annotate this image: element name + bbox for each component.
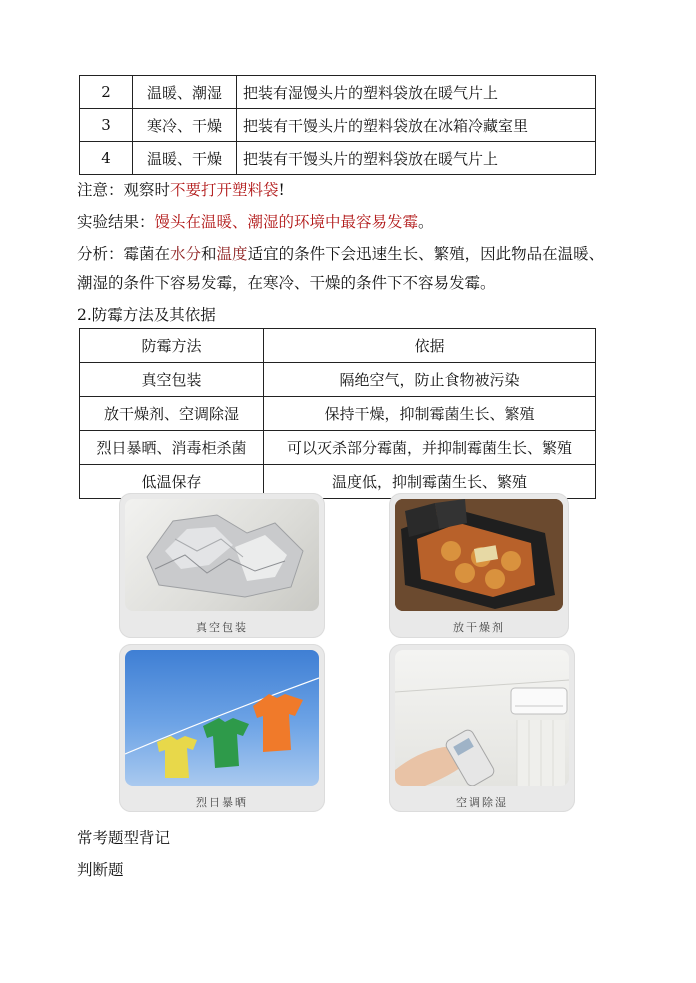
method-cell: 低温保存	[80, 465, 264, 499]
photo-caption: 烈日暴晒	[196, 796, 248, 809]
section-title: 2.防霉方法及其依据	[77, 306, 216, 324]
basis-cell: 隔绝空气，防止食物被污染	[264, 363, 596, 397]
mold-prevention-table	[79, 328, 596, 499]
table-row	[80, 76, 596, 109]
air-conditioner-icon	[395, 650, 569, 786]
mooncake-box-icon	[395, 499, 563, 611]
result-highlight: 馒头在温暖、潮湿的环境中最容易发霉	[154, 213, 419, 231]
header-method: 防霉方法	[80, 329, 264, 363]
basis-cell: 温度低，抑制霉菌生长、繁殖	[264, 465, 596, 499]
analysis-text: 和	[201, 245, 217, 263]
photo-caption: 真空包装	[196, 621, 248, 634]
method-cell: 烈日暴晒、消毒柜杀菌	[80, 431, 264, 465]
vacuum-packaging-photo-card	[119, 493, 325, 638]
table-row	[80, 142, 596, 175]
basis-cell: 可以灭杀部分霉菌，并抑制霉菌生长、繁殖	[264, 431, 596, 465]
row-condition: 温暖、潮湿	[133, 76, 237, 109]
common-questions-heading: 常考题型背记	[77, 829, 171, 847]
ac-dehumidify-image	[395, 650, 569, 786]
analysis-line-1	[77, 242, 604, 264]
table-row	[80, 397, 596, 431]
row-method: 把装有干馒头片的塑料袋放在冰箱冷藏室里	[237, 109, 596, 142]
header-basis: 依据	[264, 329, 596, 363]
table-row	[80, 363, 596, 397]
table-header-row	[80, 329, 596, 363]
basis-cell: 保持干燥，抑制霉菌生长、繁殖	[264, 397, 596, 431]
foil-package-icon	[125, 499, 319, 611]
clothesline-icon	[125, 650, 319, 786]
analysis-line-2: 潮湿的条件下容易发霉，在寒冷、干燥的条件下不容易发霉。	[77, 274, 496, 292]
experiment-table	[79, 75, 596, 175]
table-row	[80, 431, 596, 465]
table-row	[80, 109, 596, 142]
row-number: 2	[80, 76, 133, 109]
result-prefix: 实验结果：	[77, 213, 155, 231]
method-cell: 放干燥剂、空调除湿	[80, 397, 264, 431]
ac-dehumidify-photo-card	[389, 644, 575, 812]
note-line	[77, 178, 285, 200]
row-number: 3	[80, 109, 133, 142]
vacuum-packaging-image	[125, 499, 319, 611]
method-cell: 真空包装	[80, 363, 264, 397]
photo-caption: 放干燥剂	[453, 621, 505, 634]
row-method: 把装有干馒头片的塑料袋放在暖气片上	[237, 142, 596, 175]
row-method: 把装有湿馒头片的塑料袋放在暖气片上	[237, 76, 596, 109]
analysis-text: 分析：霉菌在	[77, 245, 171, 263]
sun-drying-photo-card	[119, 644, 325, 812]
analysis-keyword: 水分	[170, 245, 202, 263]
row-number: 4	[80, 142, 133, 175]
analysis-keyword: 温度	[216, 245, 248, 263]
photo-caption: 空调除湿	[456, 796, 508, 809]
sun-drying-image	[125, 650, 319, 786]
result-line	[77, 210, 434, 232]
analysis-text: 适宜的条件下会迅速生长、繁殖，因此物品在温暖、	[247, 245, 605, 263]
note-highlight: 不要打开塑料袋	[170, 181, 279, 199]
note-suffix: !	[278, 181, 285, 199]
note-prefix: 注意：观察时	[77, 181, 171, 199]
row-condition: 温暖、干燥	[133, 142, 237, 175]
row-condition: 寒冷、干燥	[133, 109, 237, 142]
result-suffix: 。	[418, 213, 434, 231]
desiccant-photo-card	[389, 493, 569, 638]
true-false-heading: 判断题	[77, 861, 124, 879]
desiccant-image	[395, 499, 563, 611]
